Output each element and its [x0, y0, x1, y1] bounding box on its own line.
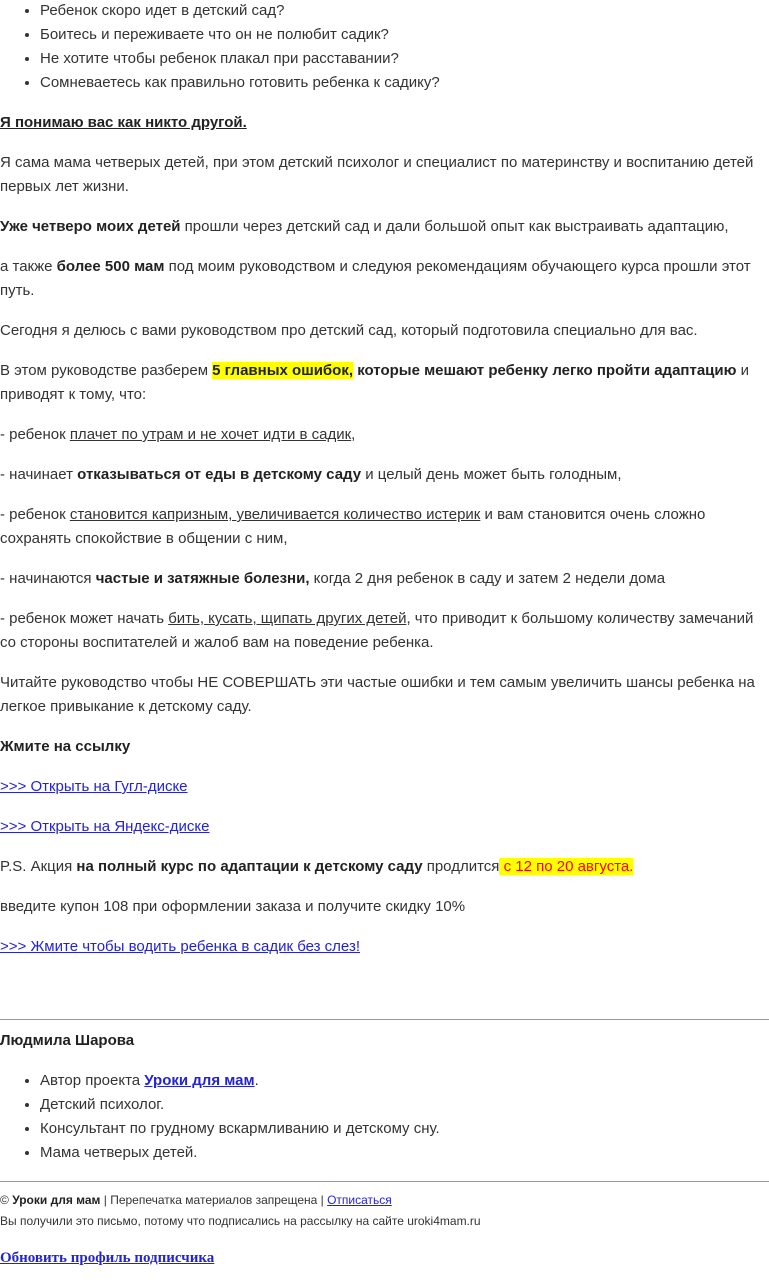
paragraph-kids: Уже четверо моих детей прошли через детский сад и дали большой опыт как выстраивать адаптацию,	[0, 218, 729, 235]
item-caprice: - ребенок становится капризным, увеличивается количество истерик и вам становится очень сложно сохранять спокойствие в общении с ним,	[0, 506, 706, 547]
understand-heading: Я понимаю вас как никто другой.	[0, 114, 247, 131]
item-food: - начинает отказываться от еды в детскому саду и целый день может быть голодным,	[0, 466, 622, 483]
item-ill: - начинаются частые и затяжные болезни, когда 2 дня ребенок в саду и затем 2 недели дома	[0, 570, 666, 587]
footer-line: © Уроки для мам | Перепечатка материалов запрещена | Отписаться	[0, 1193, 392, 1207]
paragraph-moms: а также более 500 мам под моим руководством и следуюя рекомендациям обучающего курса прошли этот путь.	[0, 258, 751, 299]
course-link[interactable]: >>> Жмите чтобы водить ребенка в садик без слез!	[0, 938, 360, 955]
paragraph-today: Сегодня я делюсь с вами руководством про детский сад, который подготовила специально для вас.	[0, 322, 698, 339]
project-link[interactable]: Уроки для мам	[144, 1072, 255, 1089]
paragraph-read: Читайте руководство чтобы НЕ СОВЕРШАТЬ эти частые ошибки и тем самым увеличить шансы ребенка на легкое привыкание к детскому саду.	[0, 674, 755, 715]
list-item: • Сомневаетесь как правильно готовить ребенка к садику?	[40, 71, 769, 95]
item-cry: - ребенок плачет по утрам и не хочет идти в садик,	[0, 426, 356, 443]
item-bite: - ребенок может начать бить, кусать, щипать других детей, что приводит к большому количеству замечаний со стороны воспитателей и жалоб вам на поведение ребенка.	[0, 610, 754, 651]
google-drive-link[interactable]: >>> Открыть на Гугл-диске	[0, 778, 188, 795]
author-name: Людмила Шарова	[0, 1032, 135, 1049]
list-item: • Автор проекта Уроки для мам.	[40, 1069, 769, 1093]
list-item: • Детский психолог.	[40, 1093, 769, 1117]
yandex-disk-link[interactable]: >>> Открыть на Яндекс-диске	[0, 818, 210, 835]
promo-dates: с 12 по 20 августа.	[499, 858, 634, 875]
divider	[0, 1019, 769, 1020]
list-item: • Ребенок скоро идет в детский сад?	[40, 0, 769, 23]
paragraph-guide: В этом руководстве разберем 5 главных ошибок, которые мешают ребенку легко пройти адаптацию и приводят к тому, что:	[0, 362, 749, 403]
ps-paragraph: P.S. Акция на полный курс по адаптации к детскому саду продлится с 12 по 20 августа.	[0, 858, 634, 875]
list-item: • Консультант по грудному вскармливанию и детскому сну.	[40, 1117, 769, 1141]
paragraph-mom: Я сама мама четверых детей, при этом детский психолог и специалист по материнству и воспитанию детей первых лет жизни.	[0, 154, 754, 195]
list-item: • Не хотите чтобы ребенок плакал при расставании?	[40, 47, 769, 71]
author-list	[0, 1069, 769, 1165]
coupon-paragraph: введите купон 108 при оформлении заказа и получите скидку 10%	[0, 898, 466, 915]
highlighted-text: 5 главных ошибок,	[212, 362, 354, 379]
list-item: • Боитесь и переживаете что он не полюбит садик?	[40, 23, 769, 47]
click-heading: Жмите на ссылку	[0, 738, 131, 755]
footer-notice: Вы получили это письмо, потому что подписались на рассылку на сайте uroki4mam.ru	[0, 1214, 481, 1228]
unsubscribe-link[interactable]: Отписаться	[327, 1193, 392, 1207]
update-profile-link[interactable]: Обновить профиль подписчика	[0, 1250, 215, 1266]
divider	[0, 1181, 769, 1182]
list-item: • Мама четверых детей.	[40, 1141, 769, 1165]
intro-list	[0, 0, 769, 95]
